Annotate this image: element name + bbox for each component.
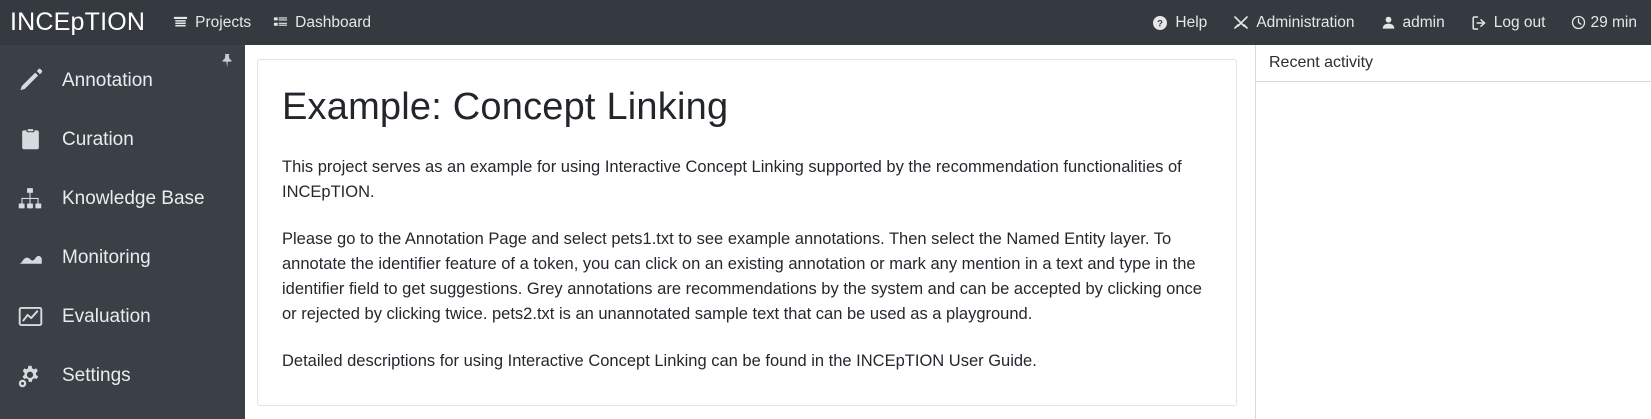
nav-item-user[interactable] xyxy=(1381,14,1445,32)
nav-item-projects[interactable] xyxy=(173,14,251,32)
primary-nav xyxy=(173,14,371,32)
dashboard-icon xyxy=(273,15,288,30)
clock-icon xyxy=(1571,15,1586,30)
clipboard-icon xyxy=(14,127,46,152)
sidebar-item-annotation-label: Annotation xyxy=(62,69,153,91)
logout-icon xyxy=(1471,15,1487,31)
project-description-card xyxy=(257,59,1237,406)
session-timer-label: 29 min xyxy=(1590,13,1637,31)
chart-line-icon xyxy=(14,303,46,330)
help-icon xyxy=(1152,15,1168,31)
page-title: Example: Concept Linking xyxy=(282,86,729,128)
projects-icon xyxy=(173,15,188,30)
nav-item-logout[interactable] xyxy=(1471,14,1546,32)
main-content xyxy=(245,45,1255,419)
nav-item-user-label: admin xyxy=(1402,13,1445,31)
svg-text:?: ? xyxy=(1157,18,1164,30)
gears-icon xyxy=(14,362,46,390)
sidebar-item-monitoring[interactable] xyxy=(0,228,245,287)
sitemap-icon xyxy=(14,186,46,212)
sidebar-item-knowledge-base-label: Knowledge Base xyxy=(62,187,205,209)
user-icon xyxy=(1381,15,1396,30)
sidebar-item-evaluation[interactable] xyxy=(0,287,245,346)
administration-icon xyxy=(1233,15,1249,31)
pen-icon xyxy=(14,67,46,94)
app-brand[interactable]: INCEpTION xyxy=(10,8,146,36)
nav-item-help-label: Help xyxy=(1175,13,1208,31)
pin-icon[interactable] xyxy=(219,53,235,74)
sidebar-item-settings[interactable] xyxy=(0,346,245,405)
sidebar-item-curation[interactable] xyxy=(0,110,245,169)
sidebar-item-annotation[interactable] xyxy=(0,51,245,110)
top-navigation-bar xyxy=(0,0,1651,45)
nav-item-administration-label: Administration xyxy=(1256,13,1355,31)
sidebar-item-evaluation-label: Evaluation xyxy=(62,305,151,327)
nav-item-dashboard-label: Dashboard xyxy=(295,13,371,31)
page-body xyxy=(0,45,1651,419)
nav-item-logout-label: Log out xyxy=(1493,13,1546,31)
description-paragraph-2: Please go to the Annotation Page and select pets1.txt to see example annotations. Then select the Named Entity layer. To annotate the identifier feature of a token, you can click on an existing annotation or mark any mention in a text and type in the identifier field to get suggestions. Grey annotations are recommendations by the system and can be accepted by clicking once or rejected by clicking twice. pets2.txt is an unannotated sample text that can be used as a playground. xyxy=(282,230,1202,324)
description-paragraph-3: Detailed descriptions for using Interactive Concept Linking can be found in the INCEpTION User Guide. xyxy=(282,352,1037,371)
recent-activity-list xyxy=(1256,82,1651,419)
sidebar xyxy=(0,45,245,419)
recent-activity-title: Recent activity xyxy=(1269,54,1374,71)
secondary-nav xyxy=(1152,14,1637,32)
nav-item-administration[interactable] xyxy=(1233,14,1354,32)
recent-activity-panel xyxy=(1255,45,1651,419)
chart-area-icon xyxy=(14,244,46,271)
recent-activity-header xyxy=(1256,45,1651,82)
nav-item-help[interactable] xyxy=(1152,14,1207,32)
nav-item-dashboard[interactable] xyxy=(273,14,371,32)
sidebar-item-knowledge-base[interactable] xyxy=(0,169,245,228)
nav-item-projects-label: Projects xyxy=(195,13,252,31)
session-timer xyxy=(1571,14,1637,32)
sidebar-item-monitoring-label: Monitoring xyxy=(62,246,151,268)
sidebar-item-curation-label: Curation xyxy=(62,128,134,150)
sidebar-item-settings-label: Settings xyxy=(62,364,131,386)
description-paragraph-1: This project serves as an example for using Interactive Concept Linking supported by the recommendation functionalities of INCEpTION. xyxy=(282,158,1182,202)
